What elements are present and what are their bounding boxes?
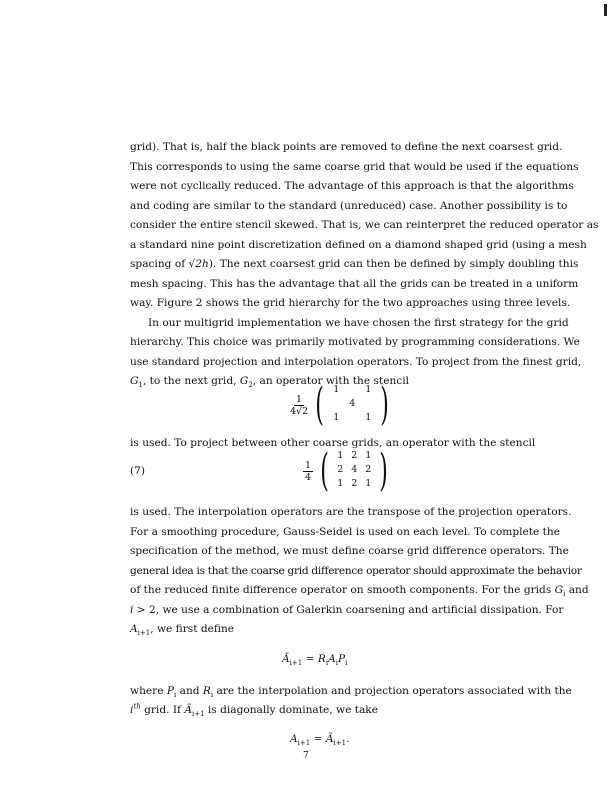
denominator: 4 bbox=[305, 471, 312, 483]
math: 2 bbox=[248, 381, 253, 390]
math: R bbox=[317, 653, 326, 665]
stencil-matrix-2 bbox=[303, 445, 392, 496]
cell bbox=[328, 398, 344, 412]
right-paren: ) bbox=[379, 445, 389, 496]
math: Ã bbox=[282, 653, 290, 665]
math: i+1 bbox=[333, 739, 347, 748]
matrix-cells bbox=[333, 450, 375, 492]
math: i+1 bbox=[297, 739, 311, 748]
math: √2h bbox=[188, 258, 209, 270]
text: is diagonally dominate, we take bbox=[204, 704, 378, 716]
text-line: is used. To project between other coarse grids, an operator with the stencil bbox=[130, 437, 536, 449]
cell bbox=[344, 384, 360, 398]
math: th bbox=[133, 702, 141, 711]
text-line bbox=[130, 257, 579, 271]
math: G bbox=[554, 584, 564, 596]
math: P bbox=[337, 653, 346, 665]
text-line: grid). That is, half the black points are removed to define the next coarsest grid. bbox=[130, 141, 563, 153]
cell: 2 bbox=[351, 478, 358, 489]
math: i+1 bbox=[289, 659, 303, 668]
math: i bbox=[210, 691, 214, 700]
coefficient bbox=[303, 460, 313, 483]
text-line bbox=[130, 684, 572, 700]
text: , we first define bbox=[150, 623, 235, 635]
cell: 1 bbox=[337, 478, 344, 489]
text-line: consider the entire stencil skewed. That is, we can reinterpret the reduced operator as bbox=[130, 219, 599, 231]
numerator: 1 bbox=[305, 459, 312, 471]
text-line bbox=[130, 583, 589, 599]
denominator: 4√2 bbox=[290, 405, 309, 417]
matrix-cells bbox=[328, 384, 376, 426]
cell: 4 bbox=[351, 464, 358, 475]
equation-number: (7) bbox=[130, 465, 146, 477]
coefficient bbox=[290, 394, 308, 417]
cell bbox=[344, 412, 360, 426]
math: i+1 bbox=[137, 629, 151, 638]
scan-mark bbox=[604, 4, 607, 16]
text-line: a standard nine point discretization defined on a diamond shaped grid (using a mesh bbox=[130, 239, 587, 251]
text-line bbox=[130, 603, 564, 617]
math: Ã bbox=[184, 704, 192, 716]
text-line: specification of the method, we must define coarse grid difference operators. The bbox=[130, 545, 569, 557]
math: i bbox=[335, 659, 338, 668]
cell: 1 bbox=[337, 450, 344, 461]
text: and bbox=[565, 584, 589, 596]
math: R bbox=[202, 685, 211, 697]
text: ). The next coarsest grid can then be defined by simply doubling this bbox=[208, 258, 579, 270]
stencil-matrix-1 bbox=[290, 379, 394, 430]
text-line: For a smoothing procedure, Gauss-Seidel is used on each level. To complete the bbox=[130, 526, 561, 538]
cell: 1 bbox=[365, 450, 372, 461]
text: are the interpolation and projection operators associated with the bbox=[213, 685, 572, 697]
cell: 1 bbox=[333, 384, 340, 395]
math: . bbox=[346, 733, 350, 745]
text-line: This corresponds to using the same coarse grid that would be used if the equations bbox=[130, 161, 579, 173]
text: grid. If bbox=[140, 704, 185, 716]
cell: 1 bbox=[365, 478, 372, 489]
cell: 1 bbox=[365, 384, 372, 395]
left-paren: ( bbox=[320, 445, 329, 496]
math: i bbox=[345, 659, 348, 668]
math: 1 bbox=[138, 381, 143, 390]
math: A bbox=[328, 653, 336, 665]
text-line: and coding are similar to the standard (unreduced) case. Another possibility is to bbox=[130, 200, 568, 212]
math: i bbox=[174, 691, 177, 700]
text: and bbox=[176, 685, 203, 697]
left-paren: ( bbox=[315, 379, 325, 430]
equation-galerkin bbox=[282, 653, 348, 668]
text-line: mesh spacing. This has the advantage that all the grids can be treated in a uniform bbox=[130, 278, 579, 290]
right-paren: ) bbox=[380, 379, 390, 430]
math: G bbox=[130, 375, 139, 387]
text: spacing of bbox=[130, 258, 189, 270]
text: of the reduced finite difference operator on smooth components. For the grids bbox=[130, 584, 555, 596]
math: = bbox=[302, 653, 318, 665]
cell: 2 bbox=[351, 450, 358, 461]
cell: 1 bbox=[365, 412, 372, 423]
math: = bbox=[310, 733, 326, 745]
cell: 1 bbox=[333, 412, 340, 423]
math: P bbox=[166, 685, 175, 697]
math: G bbox=[239, 375, 249, 387]
math: i bbox=[325, 659, 329, 668]
math: i bbox=[563, 590, 566, 599]
text-line: general idea is that the coarse grid difference operator should approximate the behavior bbox=[130, 565, 582, 577]
numerator: 1 bbox=[296, 393, 303, 405]
cell bbox=[360, 398, 376, 412]
math: A bbox=[130, 623, 138, 635]
text-line bbox=[130, 622, 538, 636]
equation-diag-dominant bbox=[290, 733, 350, 748]
text-line: is used. The interpolation operators are the transpose of the projection operators. bbox=[130, 506, 572, 518]
math: A bbox=[290, 733, 298, 745]
math: i+1 bbox=[191, 710, 205, 719]
page-number: 7 bbox=[303, 751, 309, 761]
text-line: were not cyclically reduced. The advantage of this approach is that the algorithms bbox=[130, 180, 574, 192]
text-line: way. Figure 2 shows the grid hierarchy for the two approaches using three levels. bbox=[130, 297, 571, 309]
text-line bbox=[130, 703, 538, 717]
math: Ã bbox=[325, 733, 334, 745]
cell: 4 bbox=[349, 398, 356, 409]
cell: 2 bbox=[337, 464, 344, 475]
math: i bbox=[130, 604, 134, 616]
text: , an operator with the stencil bbox=[252, 375, 410, 387]
text: where bbox=[130, 685, 167, 697]
text-line: use standard projection and interpolation operators. To project from the finest grid, bbox=[130, 356, 582, 368]
text-line: hierarchy. This choice was primarily motivated by programming considerations. We bbox=[130, 336, 580, 348]
math: i bbox=[130, 704, 134, 716]
text: > 2, we use a combination of Galerkin coarsening and artificial dissipation. For bbox=[133, 604, 564, 616]
text: , to the next grid, bbox=[142, 375, 240, 387]
cell: 2 bbox=[365, 464, 372, 475]
text-line: In our multigrid implementation we have chosen the first strategy for the grid bbox=[148, 317, 569, 329]
